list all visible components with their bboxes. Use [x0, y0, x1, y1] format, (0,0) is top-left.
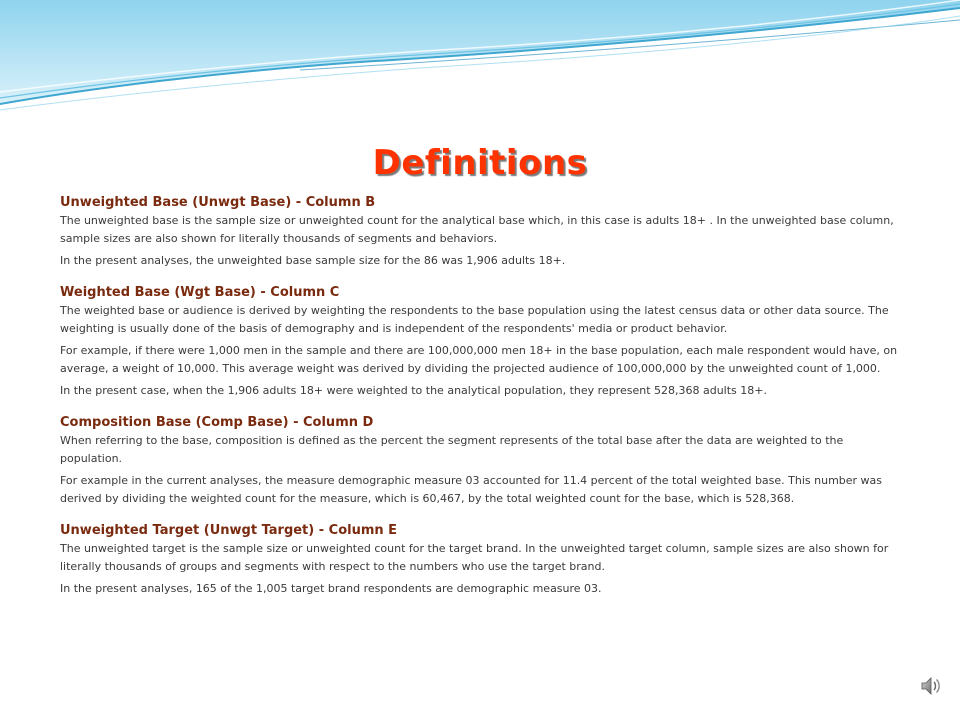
- section-heading: Composition Base (Comp Base) - Column D: [60, 415, 374, 430]
- section-paragraph: The unweighted target is the sample size or unweighted count for the target brand. In the unweighted target column, sample sizes are also shown for literally thousands of groups and segments with respect to the numbers who use the target brand.: [60, 542, 889, 573]
- definition-weighted-base: [60, 284, 900, 400]
- section-heading: Weighted Base (Wgt Base) - Column C: [60, 285, 340, 300]
- section-heading: Unweighted Base (Unwgt Base) - Column B: [60, 195, 376, 210]
- slide-title: Definitions: [372, 143, 588, 183]
- header-wave-decoration: [0, 0, 960, 120]
- section-paragraph: The unweighted base is the sample size or unweighted count for the analytical base which, in this case is adults 18+ . In the unweighted base column, sample sizes are also shown for literally thousands of segments and behaviors.: [60, 214, 894, 245]
- section-paragraph: In the present analyses, 165 of the 1,005 target brand respondents are demographic measure 03.: [60, 582, 602, 595]
- section-paragraph: In the present case, when the 1,906 adults 18+ were weighted to the analytical population, they represent 528,368 adults 18+.: [60, 384, 767, 397]
- section-paragraph: For example in the current analyses, the measure demographic measure 03 accounted for 11.4 percent of the total weighted base. This number was derived by dividing the weighted count for the measure, which is 60,467, by the total weighted count for the base, which is 528,368.: [60, 474, 883, 505]
- definitions-content: [60, 194, 900, 598]
- section-paragraph: When referring to the base, composition is defined as the percent the segment represents of the total base after the data are weighted to the population.: [60, 434, 844, 465]
- definition-composition-base: [60, 414, 900, 508]
- section-paragraph: The weighted base or audience is derived by weighting the respondents to the base population using the latest census data or other data source. The weighting is usually done of the basis of demography and is independent of the respondents' media or product behavior.: [60, 304, 889, 335]
- section-paragraph: For example, if there were 1,000 men in the sample and there are 100,000,000 men 18+ in the base population, each male respondent would have, on average, a weight of 10,000. This average weight was derived by dividing the projected audience of 100,000,000 by the unweighted count of 1,000.: [60, 344, 898, 375]
- definition-unweighted-base: [60, 194, 900, 270]
- section-heading: Unweighted Target (Unwgt Target) - Column E: [60, 523, 398, 538]
- speaker-icon[interactable]: [919, 674, 943, 698]
- section-paragraph: In the present analyses, the unweighted base sample size for the 86 was 1,906 adults 18+.: [60, 254, 566, 267]
- definition-unweighted-target: [60, 522, 900, 598]
